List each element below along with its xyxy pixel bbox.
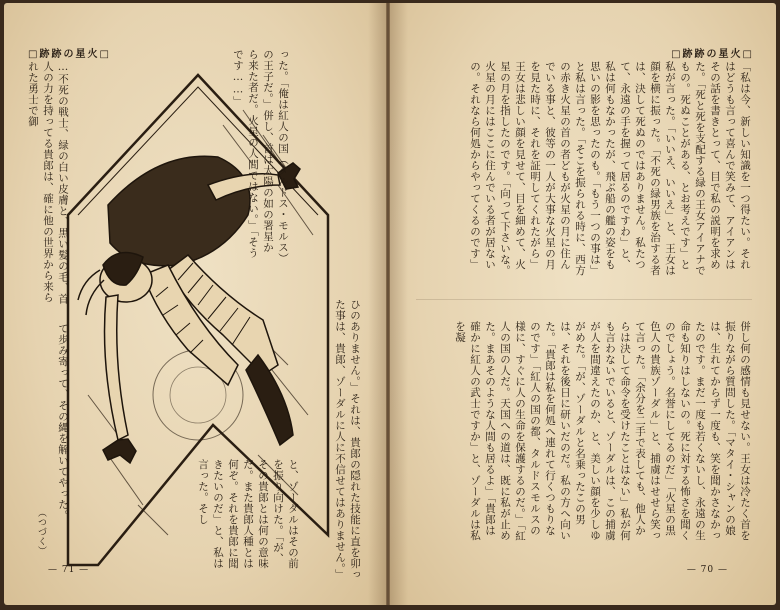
right-text-lower: 併し何の感情も見せない。王女は冷たく首を振りながら質問した。「マタイ・シャンの娘は、生れてからず一度も、笑を聞かさなかったのです。まだ一度も若くないし、永遠の生命も知りはしないの。死に対する怖さを聞くのでしょう。名誉にしてるのだ」「火星の黒色人の貴族ゾーダル」と、捕虜はせせら笑って言った。「余分を二手で表しても、他人からは決して命令を受けたことはない」私が何も言わないでいると、ゾーダルは、この捕虜が人を間違えたのか、と、美しい顔を少しゆがめた。「が、ゾーダルと名乗ったこの男は、それを後日に研いだのだ。私の方へ向いた。「貴郎は私を何処へ連れて行くつもりなのです」「紅人の国の都、タルドスモルスの様に、すぐに人の生命を保護するのだ。」「紅人の国の人だ。天国への道は、既に私が止めた。まあそのような人間も居るよ」「貴郎は確かに紅人の武士ですか」と、ゾーダルは私を凝: [454, 321, 751, 542]
right-page: [390, 3, 776, 605]
left-text-top-right: った。「俺は紅人の国（タルドス・モルス）の王子だ。」併し、首は太陽の如の署星から来た者だ。火星の人間ではない。」「そうです……」: [232, 49, 289, 259]
left-text-bottom-right: ひのありません。」それは、貴郎の隠れた技能に直を卯った事は、貴郎、ゾーダルに人に不信せてはありません。」: [334, 299, 361, 580]
continued-marker: （つづく）: [36, 508, 46, 556]
right-tier-divider: [416, 299, 752, 300]
left-page: [4, 3, 386, 605]
left-page-number: — 71 —: [48, 565, 90, 575]
right-text-upper: 「私は今、新しい知識を一つ得たい。それはどうも言って喜んで笑みて、アイアンはその話を書きとって、目で私の説明を求めた。「死と死を支配する緑の王女アイアナでもの。死ぬことがある、とお考えです」と私が言った。「いいえ、いいえ」と、王女は顔を横に振った。「不死の緑男族を治する者は、決して死ぬのではありません。私たつて、永遠の手を握って居るのですわ」と、私は何もなかったが、飛ぶ船の艦の姿をも思いの影を思ったのも。「もう一つの事は」と私は言った。「そこを振られる時に、西方の赤き火星の首の者どもが火星の月に住んでいる事と、彼等の一人が大事な火星の月を見た時に、それを証明してくれたがら」王女は悲しい顔を見せて、目を細めて、火星の月を指したのです。「向って下さいな。火星の月にはここに住んでいる者が居ないの。それなら何処からやってくるのです」: [469, 61, 751, 276]
left-text-bottom-middle: と、ゾーダルはその前を振り向けた。「が、その貴郎とは何の意味だ。また貴郎人種とは何ぞ。それを貴郎に聞きたいのだ」と、私は言った。そし: [197, 459, 299, 569]
book-spread: [4, 3, 776, 605]
right-page-number: — 70 —: [686, 565, 728, 575]
left-text-top-left: …不死の戦士、緑の白い皮膚と、黒い髪の毛、首人の力を持ってる貴郎は、確に他の世界から来られた勇士で御: [27, 61, 69, 305]
left-text-bottom-left: て歩み寄って、その縄を解いてやった。: [57, 323, 69, 521]
left-running-head: □跡跡の星火□: [28, 49, 111, 60]
right-running-head: □跡跡の星火□: [671, 49, 754, 60]
